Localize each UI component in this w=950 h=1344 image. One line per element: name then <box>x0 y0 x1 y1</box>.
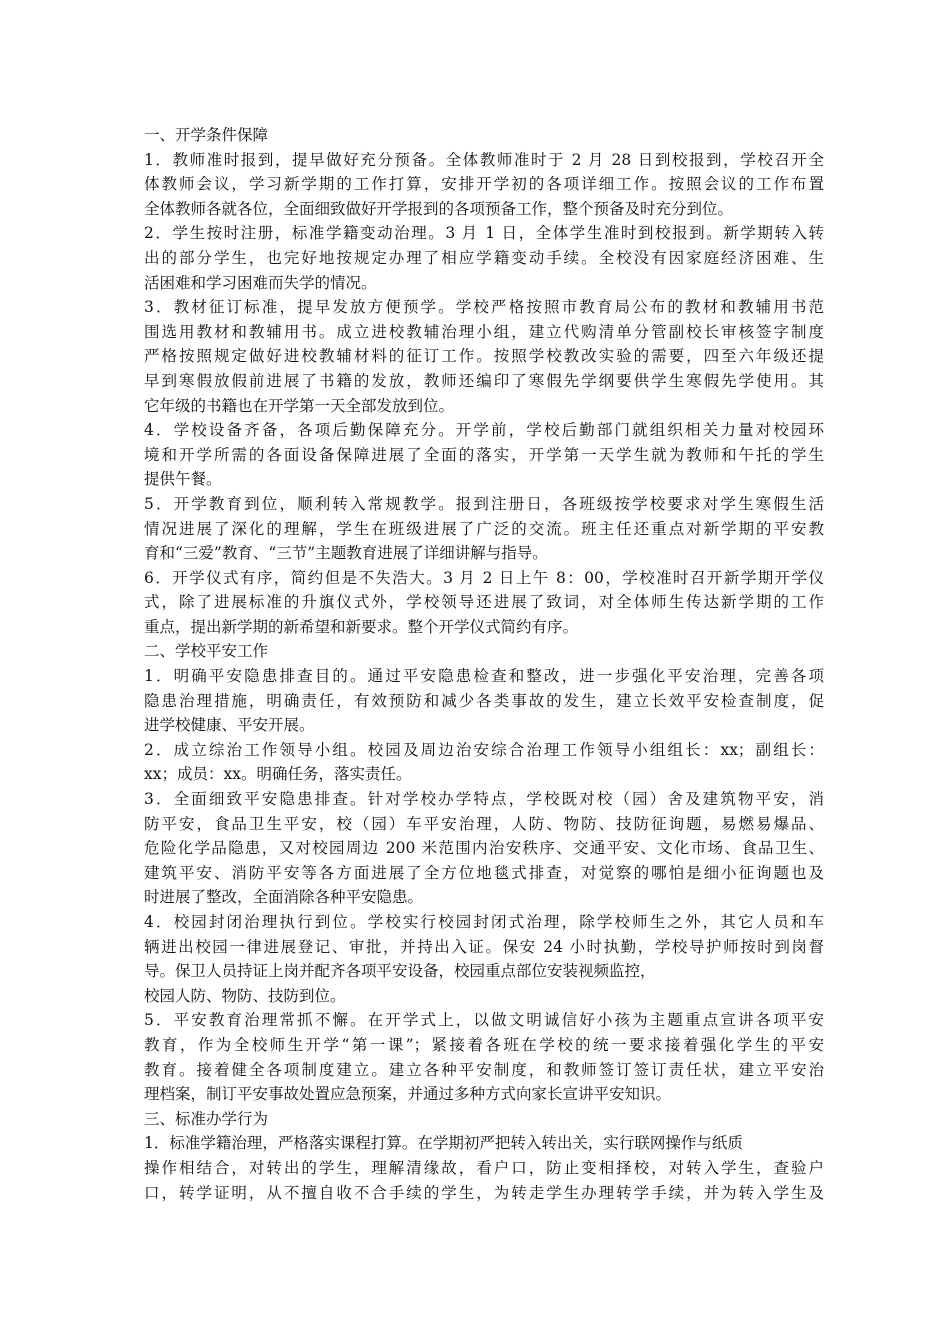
text-line: 进学校健康、平安开展。 <box>144 716 315 735</box>
text-line: 校园人防、物防、技防到位。 <box>144 986 346 1005</box>
text-line: 育和“三爱”教育、“三节”主题教育进展了详细讲解与指导。 <box>144 544 548 563</box>
text-line: 危险化学品隐患，又对校园周边 200 米范围内治安秩序、交通平安、文化市场、食品卫生、 <box>144 839 824 858</box>
text-line: 导。保卫人员持证上岗并配齐各项平安设备，校园重点部位安装视频监控， <box>144 962 656 981</box>
text-line: 教育。接着健全各项制度建立。建立各种平安制度，和教师签订签订责任状，建立平安治 <box>144 1060 824 1079</box>
text-line: 全体教师各就各位，全面细致做好开学报到的各项预备工作，整个预备及时充分到位。 <box>144 199 734 218</box>
text-line: 早到寒假放假前进展了书籍的发放，教师还编印了寒假先学纲要供学生寒假先学使用。其 <box>144 371 824 390</box>
text-line: 重点，提出新学期的新希望和新要求。整个开学仪式简约有序。 <box>144 617 579 636</box>
text-line: 1．教师准时报到，提早做好充分预备。全体教师准时于 2 月 28 日到校报到，学校召开全 <box>144 150 824 169</box>
text-line: 境和开学所需的各面设备保障进展了全面的落实，开学第一天学生就为教师和午托的学生 <box>144 445 824 464</box>
document-body <box>144 123 824 1205</box>
text-line: 隐患治理措施，明确责任，有效预防和减少各类事故的发生，建立长效平安检查制度，促 <box>144 691 824 710</box>
text-line: 式，除了进展标准的升旗仪式外，学校领导还进展了致词，对全体师生传达新学期的工作 <box>144 593 824 612</box>
text-line: 3．教材征订标准，提早发放方便预学。学校严格按照市教育局公布的教材和教辅用书范 <box>144 298 824 317</box>
text-line: 口，转学证明，从不擅自收不合手续的学生，为转走学生办理转学手续，并为转入学生及 <box>144 1183 824 1202</box>
text-line: 1．明确平安隐患排查目的。通过平安隐患检查和整改，进一步强化平安治理，完善各项 <box>144 667 824 686</box>
text-line: 3．全面细致平安隐患排查。针对学校办学特点，学校既对校（园）舍及建筑物平安，消 <box>144 790 824 809</box>
text-line: 提供午餐。 <box>144 470 222 489</box>
text-line: 二、学校平安工作 <box>144 642 269 661</box>
text-line: 2．成立综治工作领导小组。校园及周边治安综合治理工作领导小组组长：xx；副组长： <box>144 740 824 759</box>
text-line: 2．学生按时注册，标准学籍变动治理。3 月 1 日，全体学生准时到校报到。新学期转入转 <box>144 224 824 243</box>
text-line: 辆进出校园一律进展登记、审批，并持出入证。保安 24 小时执勤，学校导护师按时到岗督 <box>144 937 824 956</box>
text-line: 围选用教材和教辅用书。成立进校教辅治理小组，建立代购清单分管副校长审核签字制度 <box>144 322 824 341</box>
text-line: 6．开学仪式有序，简约但是不失浩大。3 月 2 日上午 8：00，学校准时召开新学期开学仪 <box>144 568 824 587</box>
text-line: 时进展了整改，全面消除各种平安隐患。 <box>144 888 424 907</box>
text-line: xx；成员：xx。明确任务，落实责任。 <box>144 765 412 784</box>
text-line: 情况进展了深化的理解，学生在班级进展了广泛的交流。班主任还重点对新学期的平安教 <box>144 519 824 538</box>
text-line: 体教师会议，学习新学期的工作打算，安排开学初的各项详细工作。按照会议的工作布置 <box>144 175 824 194</box>
text-line: 严格按照规定做好进校教辅材料的征订工作。按照学校教改实验的需要，四至六年级还提 <box>144 347 824 366</box>
text-line: 操作相结合，对转出的学生，理解清缘故，看户口，防止变相择校，对转入学生，查验户 <box>144 1158 824 1177</box>
text-line: 它年级的书籍也在开学第一天全部发放到位。 <box>144 396 455 415</box>
text-line: 活困难和学习困难而失学的情况。 <box>144 273 377 292</box>
text-line: 一、开学条件保障 <box>144 126 269 144</box>
text-line: 5．平安教育治理常抓不懈。在开学式上，以做文明诚信好小孩为主题重点宣讲各项平安 <box>144 1011 824 1030</box>
text-line: 4．校园封闭治理执行到位。学校实行校园封闭式治理，除学校师生之外，其它人员和车 <box>144 913 824 931</box>
text-line: 防平安，食品卫生平安，校（园）车平安治理，人防、物防、技防征询题，易燃易爆品、 <box>144 814 824 833</box>
text-line: 5．开学教育到位，顺利转入常规教学。报到注册日，各班级按学校要求对学生寒假生活 <box>144 494 824 513</box>
text-line: 理档案，制订平安事故处置应急预案，并通过多种方式向家长宣讲平安知识。 <box>144 1085 672 1104</box>
text-line: 1．标准学籍治理，严格落实课程打算。在学期初严把转入转出关，实行联网操作与纸质 <box>144 1134 743 1153</box>
text-line: 教育，作为全校师生开学“第一课”；紧接着各班在学校的统一要求接着强化学生的平安 <box>144 1035 824 1054</box>
text-line: 三、标准办学行为 <box>144 1109 269 1128</box>
text-line: 4．学校设备齐备，各项后勤保障充分。开学前，学校后勤部门就组织相关力量对校园环 <box>144 421 824 440</box>
text-line: 建筑平安、消防平安等各方面进展了全方位地毯式排查，对觉察的哪怕是细小征询题也及 <box>144 863 824 882</box>
text-line: 出的部分学生，也完好地按规定办理了相应学籍变动手续。全校没有因家庭经济困难、生 <box>144 248 824 267</box>
